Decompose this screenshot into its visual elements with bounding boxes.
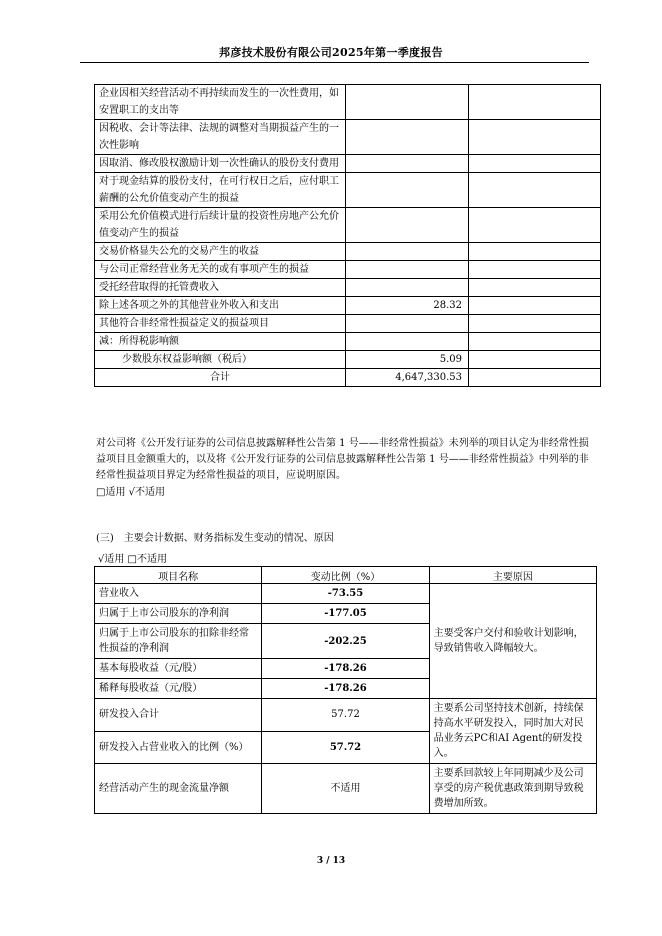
row-amount: 5.09 — [346, 351, 469, 369]
row-note — [469, 297, 601, 315]
change-ratio: 不适用 — [262, 764, 429, 814]
change-ratio: 57.72 — [262, 731, 429, 764]
table-row — [95, 584, 597, 604]
row-note — [469, 315, 601, 333]
row-amount — [346, 243, 469, 261]
row-note — [469, 155, 601, 173]
row-description: 减：所得税影响额 — [95, 333, 346, 351]
row-description: 受托经营取得的托管费收入 — [95, 279, 346, 297]
table-row — [95, 261, 601, 279]
change-ratio: -178.26 — [262, 679, 429, 699]
item-name: 基本每股收益（元/股） — [95, 659, 262, 679]
change-ratio: -73.55 — [262, 584, 429, 604]
row-note — [469, 333, 601, 351]
table-row — [95, 243, 601, 261]
change-ratio: 57.72 — [262, 699, 429, 732]
table-row — [95, 315, 601, 333]
row-amount — [346, 279, 469, 297]
non-recurring-gains-table — [94, 84, 601, 387]
table-row — [95, 120, 601, 155]
row-note — [469, 120, 601, 155]
table-total-row — [95, 369, 601, 387]
item-name: 研发投入占营业收入的比例（%） — [95, 731, 262, 764]
non-recurring-note-paragraph: 对公司将《公开发行证券的公司信息披露解释性公告第 1 号——非经常性损益》未列举的项目认定为非经常性损益项目且金额重大的，以及将《公开发行证券的公司信息披露解释性公告第 1 号——非经常性损益》中列举的非经常性损益项目界定为经常性损益的项目，应说明原因。 — [96, 438, 589, 481]
item-name: 营业收入 — [95, 584, 262, 604]
item-name: 研发投入合计 — [95, 699, 262, 732]
row-note — [469, 173, 601, 208]
main-reason: 主要受客户交付和验收计划影响，导致销售收入降幅较大。 — [429, 584, 596, 699]
applicable-checkbox-status: □适用 √不适用 — [96, 487, 165, 498]
row-description: 对于现金结算的股份支付，在可行权日之后，应付职工薪酬的公允价值变动产生的损益 — [95, 173, 346, 208]
main-reason: 主要系公司坚持技术创新，持续保持高水平研发投入，同时加大对民品业务云PC和AI Agent的研发投入。 — [429, 699, 596, 764]
row-note — [469, 208, 601, 243]
table-row — [95, 351, 601, 369]
row-note — [469, 243, 601, 261]
page-number: 3 / 13 — [316, 856, 346, 866]
item-name: 归属于上市公司股东的净利润 — [95, 604, 262, 624]
row-description: 交易价格显失公允的交易产生的收益 — [95, 243, 346, 261]
row-amount — [346, 120, 469, 155]
table-header-row — [95, 567, 597, 584]
column-header-reason: 主要原因 — [429, 567, 596, 584]
item-name: 归属于上市公司股东的扣除非经常性损益的净利润 — [95, 624, 262, 659]
table-row — [95, 155, 601, 173]
table-row — [95, 173, 601, 208]
row-note — [469, 279, 601, 297]
key-indicators-change-table — [94, 566, 597, 814]
table-row — [95, 85, 601, 120]
row-amount — [346, 85, 469, 120]
table-row — [95, 764, 597, 814]
change-ratio: -202.25 — [262, 624, 429, 659]
row-amount — [346, 173, 469, 208]
row-note — [469, 85, 601, 120]
row-description: 其他符合非经常性损益定义的损益项目 — [95, 315, 346, 333]
table-row — [95, 699, 597, 732]
section-title: (三) 主要会计数据、财务指标发生变动的情况、原因 — [96, 533, 334, 544]
row-note — [469, 351, 601, 369]
row-amount: 28.32 — [346, 297, 469, 315]
row-description: 因取消、修改股权激励计划一次性确认的股份支付费用 — [95, 155, 346, 173]
header-divider — [80, 62, 589, 63]
row-amount — [346, 208, 469, 243]
row-amount — [346, 333, 469, 351]
row-note — [469, 261, 601, 279]
section-applicable-status: √适用 □不适用 — [98, 554, 167, 565]
row-description: 因税收、会计等法律、法规的调整对当期损益产生的一次性影响 — [95, 120, 346, 155]
change-ratio: -177.05 — [262, 604, 429, 624]
row-amount — [346, 315, 469, 333]
row-description: 少数股东权益影响额（税后） — [95, 351, 346, 369]
total-amount: 4,647,330.53 — [346, 369, 469, 387]
table-row — [95, 333, 601, 351]
change-ratio: -178.26 — [262, 659, 429, 679]
row-note — [469, 369, 601, 387]
row-description: 采用公允价值模式进行后续计量的投资性房地产公允价值变动产生的损益 — [95, 208, 346, 243]
row-description: 除上述各项之外的其他营业外收入和支出 — [95, 297, 346, 315]
table-row — [95, 208, 601, 243]
column-header-ratio: 变动比例（%） — [262, 567, 429, 584]
column-header-item: 项目名称 — [95, 567, 262, 584]
row-description: 与公司正常经营业务无关的或有事项产生的损益 — [95, 261, 346, 279]
report-header-title: 邦彦技术股份有限公司2025年第一季度报告 — [219, 46, 443, 59]
row-description: 企业因相关经营活动不再持续而发生的一次性费用，如安置职工的支出等 — [95, 85, 346, 120]
table-row — [95, 297, 601, 315]
table-row — [95, 279, 601, 297]
row-amount — [346, 155, 469, 173]
item-name: 经营活动产生的现金流量净额 — [95, 764, 262, 814]
item-name: 稀释每股收益（元/股） — [95, 679, 262, 699]
total-label: 合计 — [95, 369, 346, 387]
row-amount — [346, 261, 469, 279]
main-reason: 主要系回款较上年同期减少及公司享受的房产税优惠政策到期导致税费增加所致。 — [429, 764, 596, 814]
